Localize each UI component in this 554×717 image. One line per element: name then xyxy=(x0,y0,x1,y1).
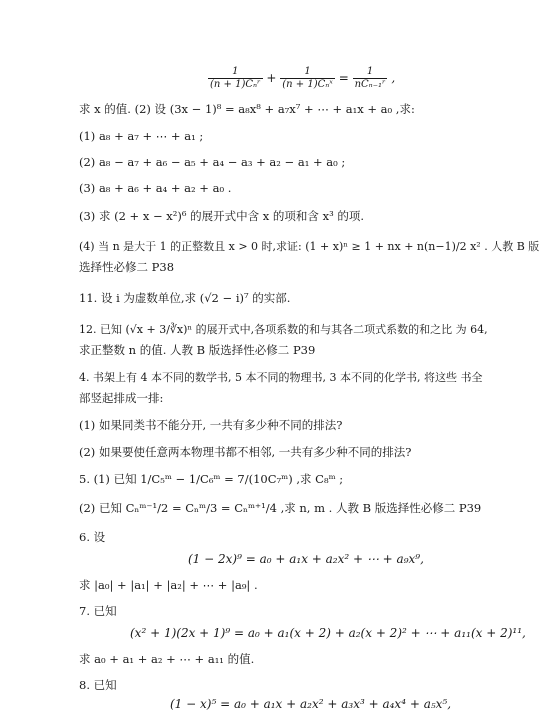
fraction-3 xyxy=(353,66,388,91)
fraction-1 xyxy=(208,66,263,91)
equation-7: (x² + 1)(2x + 1)⁹ = a₀ + a₁(x + 2) + a₂(x + 2)² + ⋯ + a₁₁(x + 2)¹¹, xyxy=(130,626,526,640)
text-line: 求 |a₀| + |a₁| + |a₂| + ⋯ + |a₉| . xyxy=(79,578,258,592)
text-line: (1) 如果同类书不能分开, 一共有多少种不同的排法? xyxy=(79,418,343,432)
equation-8: (1 − x)⁵ = a₀ + a₁x + a₂x² + a₃x³ + a₄x⁴ + a₅x⁵, xyxy=(170,697,452,711)
equation-top xyxy=(208,66,395,91)
equation-top-comma: , xyxy=(391,71,396,85)
fraction-2-numerator: 1 xyxy=(280,66,335,79)
fraction-1-numerator: 1 xyxy=(208,66,263,79)
text-line: (2) a₈ − a₇ + a₆ − a₅ + a₄ − a₃ + a₂ − a₁ + a₀ ; xyxy=(79,155,346,169)
text-line: (2) 如果要使任意两本物理书都不相邻, 一共有多少种不同的排法? xyxy=(79,445,412,459)
plus-sign: + xyxy=(266,71,277,85)
text-line: (1) a₈ + a₇ + ⋯ + a₁ ; xyxy=(79,129,204,143)
text-line: 求正整数 n 的值. 人教 B 版选择性必修二 P39 xyxy=(79,343,316,357)
text-line: (3) a₈ + a₆ + a₄ + a₂ + a₀ . xyxy=(79,181,232,195)
equation-6: (1 − 2x)⁹ = a₀ + a₁x + a₂x² + ⋯ + a₉x⁹, xyxy=(188,552,424,566)
fraction-3-denominator: nCₙ₋₁ʳ xyxy=(354,79,386,90)
fraction-3-numerator: 1 xyxy=(353,66,388,79)
fraction-1-denominator: (n + 1)Cₙʳ xyxy=(210,79,261,90)
text-line: 4. 书架上有 4 本不同的数学书, 5 本不同的物理书, 3 本不同的化学书, 将这些 书全 xyxy=(79,371,483,384)
text-line: 求 x 的值. (2) 设 (3x − 1)⁸ = a₈x⁸ + a₇x⁷ + ⋯ + a₁x + a₀ ,求: xyxy=(79,102,415,116)
text-line: 11. 设 i 为虚数单位,求 (√2 − i)⁷ 的实部. xyxy=(79,291,291,305)
text-line: 选择性必修二 P38 xyxy=(79,260,175,274)
text-line: 7. 已知 xyxy=(79,604,117,618)
text-line: 5. (1) 已知 1/C₅ᵐ − 1/C₆ᵐ = 7/(10C₇ᵐ) ,求 C₈ᵐ ; xyxy=(79,472,344,486)
text-line: 8. 已知 xyxy=(79,678,117,692)
text-line: 6. 设 xyxy=(79,530,106,544)
text-line: (4) 当 n 是大于 1 的正整数且 x > 0 时,求证: (1 + x)ⁿ ≥ 1 + nx + n(n−1)/2 x² . 人教 B 版 xyxy=(79,240,540,253)
text-line: (3) 求 (2 + x − x²)⁶ 的展开式中含 x 的项和含 x³ 的项. xyxy=(79,209,364,223)
text-line: (2) 已知 Cₙᵐ⁻¹/2 = Cₙᵐ/3 = Cₙᵐ⁺¹/4 ,求 n, m . 人教 B 版选择性必修二 P39 xyxy=(79,501,482,515)
text-line: 12. 已知 (√x + 3/∛x)ⁿ 的展开式中,各项系数的和与其各二项式系数的和之比 为 64, xyxy=(79,323,488,336)
equals-sign: = xyxy=(338,71,349,85)
text-line: 求 a₀ + a₁ + a₂ + ⋯ + a₁₁ 的值. xyxy=(79,652,255,666)
fraction-2-denominator: (n + 1)Cₙˣ xyxy=(282,79,333,90)
fraction-2 xyxy=(280,66,335,91)
text-line: 部竖起排成一排: xyxy=(79,391,164,405)
